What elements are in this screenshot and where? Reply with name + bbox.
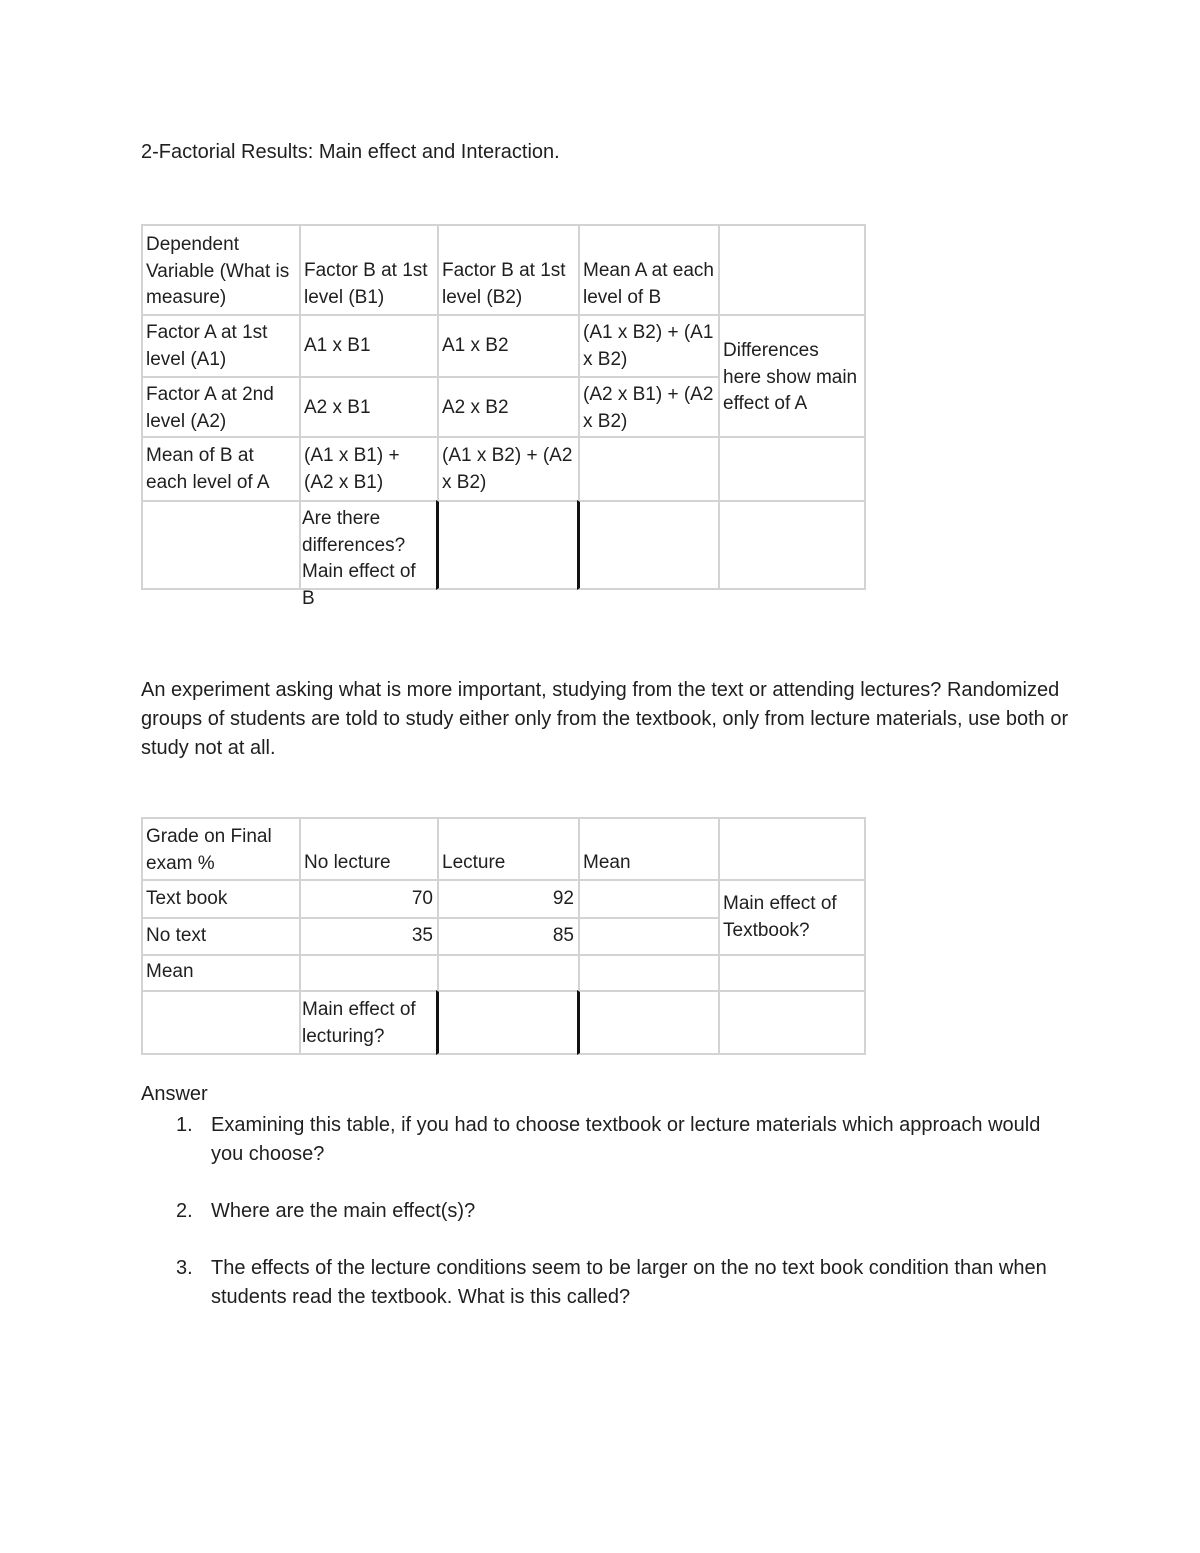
table-row-label: Mean: [141, 954, 301, 992]
table-cell: [577, 500, 720, 590]
table-row-label: Factor A at 1st level (A1): [141, 314, 301, 378]
table-cell: (A1 x B2) + (A2 x B2): [437, 436, 580, 502]
table-header-cell: Grade on Final exam %: [141, 817, 301, 881]
table-cell: [436, 990, 580, 1055]
table-cell: 35: [299, 917, 439, 956]
experiment-description: An experiment asking what is more important, studying from the text or attending lectures? Randomized groups of students are told to study either only from the textbook, only from lecture materials, use both or study not at all.: [141, 679, 1069, 759]
question-text: The effects of the lecture conditions seem to be larger on the no text book condition than when students read the textbook. What is this called?: [211, 1257, 1047, 1308]
question-text: Where are the main effect(s)?: [211, 1200, 476, 1222]
table-header-cell: Factor B at 1st level (B2): [437, 224, 580, 316]
table-row-label: Text book: [141, 879, 301, 919]
table-cell: A2 x B1: [299, 376, 439, 438]
table-header-cell: No lecture: [299, 817, 439, 881]
table-cell: [141, 990, 301, 1055]
table-cell: [578, 879, 720, 919]
table-header-cell: [718, 817, 866, 881]
main-effect-lecturing-note: Main effect of lecturing?: [299, 990, 439, 1055]
main-effect-textbook-note: Main effect of Textbook?: [718, 879, 866, 956]
question-number: 1.: [176, 1114, 193, 1136]
table-cell: [718, 500, 866, 590]
table-cell: [299, 954, 439, 992]
table-cell: 92: [437, 879, 580, 919]
table-cell: [437, 954, 580, 992]
answer-label: Answer: [141, 1083, 208, 1105]
table-cell: [141, 500, 301, 590]
table-cell: [718, 954, 866, 992]
table-cell: A1 x B2: [437, 314, 580, 378]
table-header-cell: [718, 224, 866, 316]
table-cell: 70: [299, 879, 439, 919]
table-header-cell: Lecture: [437, 817, 580, 881]
main-effect-a-note: Differences here show main effect of A: [718, 314, 866, 438]
table-cell: [578, 917, 720, 956]
table-cell: [436, 500, 580, 590]
question-number: 2.: [176, 1200, 193, 1222]
table-cell: [718, 436, 866, 502]
table-header-cell: Factor B at 1st level (B1): [299, 224, 439, 316]
table-cell: [718, 990, 866, 1055]
table-header-cell: Mean A at each level of B: [578, 224, 720, 316]
question-number: 3.: [176, 1257, 193, 1279]
table-cell: (A1 x B2) + (A1 x B2): [578, 314, 720, 378]
table-header-cell: Mean: [578, 817, 720, 881]
table-cell: [577, 990, 720, 1055]
question-text: Examining this table, if you had to choose textbook or lecture materials which approach would you choose?: [211, 1114, 1041, 1165]
table-cell: (A2 x B1) + (A2 x B2): [578, 376, 720, 438]
table-cell: A2 x B2: [437, 376, 580, 438]
table-cell: [578, 436, 720, 502]
page-heading: 2-Factorial Results: Main effect and Interaction.: [141, 141, 560, 163]
main-effect-b-note: Are there differences? Main effect of B: [299, 500, 439, 590]
table-row-label: No text: [141, 917, 301, 956]
table-row-label: Factor A at 2nd level (A2): [141, 376, 301, 438]
table-cell: [578, 954, 720, 992]
table-cell: A1 x B1: [299, 314, 439, 378]
table-cell: 85: [437, 917, 580, 956]
table-cell: (A1 x B1) + (A2 x B1): [299, 436, 439, 502]
table-row-label: Mean of B at each level of A: [141, 436, 301, 502]
table-header-cell: Dependent Variable (What is measure): [141, 224, 301, 316]
